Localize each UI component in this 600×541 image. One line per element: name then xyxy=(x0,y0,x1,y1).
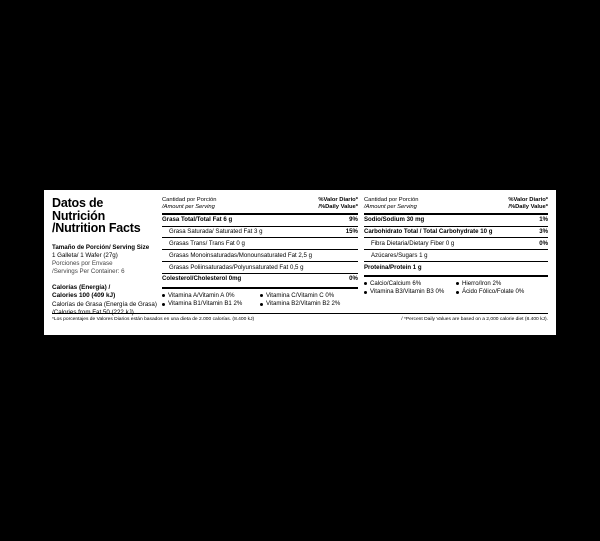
nutrient-amount: 0 g xyxy=(236,239,245,247)
nutrition-facts-label xyxy=(44,190,556,335)
bullet-icon xyxy=(456,282,459,285)
nutrient-dv: 15% xyxy=(345,228,358,236)
right-column-headers xyxy=(364,197,548,213)
left-column-headers xyxy=(162,197,358,213)
nutrient-dv: 0% xyxy=(539,239,548,247)
nutrient-name: Sodio/Sodium xyxy=(363,216,405,224)
nutrient-dv: 1% xyxy=(539,216,548,224)
nutrient-name: Grasa Total/Total Fat xyxy=(162,216,222,224)
bullet-icon xyxy=(162,303,165,306)
amount-per-serving-es: Cantidad por Porción xyxy=(363,197,419,203)
mineral-row xyxy=(364,288,548,297)
nutrient-name: Grasas Monoinsaturadas/Monounsaturated Fat xyxy=(169,251,297,259)
mineral-label: Vitamina B3/Vitamin B3 0% xyxy=(369,288,445,296)
nutrient-dv: 0% xyxy=(349,275,358,283)
nutrient-amount: 1 g xyxy=(419,251,428,259)
servings-per-container-es: Porciones por Envase xyxy=(52,259,113,267)
vitamin-row xyxy=(162,300,358,309)
vitamin-cell xyxy=(162,300,260,309)
nutrient-amount: 10 g xyxy=(480,228,493,236)
amount-per-serving-en: /Amount per Serving xyxy=(162,204,215,211)
table-row xyxy=(364,249,548,261)
calories-from-fat-es: Calorías de Grasa (Energía de Grasa) xyxy=(52,300,157,308)
bullet-icon xyxy=(162,294,165,297)
nutrient-amount: 3 g xyxy=(254,228,263,236)
vitamin-label: Vitamina C/Vitamin C 0% xyxy=(266,291,335,299)
nutrient-name: Grasas Trans/ Trans Fat xyxy=(169,239,235,247)
mineral-cell xyxy=(456,288,548,297)
table-row xyxy=(162,237,358,249)
bullet-icon xyxy=(364,282,367,285)
mineral-label: Hierro/Iron 2% xyxy=(462,279,502,287)
serving-column xyxy=(52,196,162,316)
daily-value-header xyxy=(318,197,358,212)
nutrient-name: Azúcares/Sugars xyxy=(370,251,418,259)
fat-column xyxy=(162,197,364,309)
amount-per-serving-header xyxy=(364,197,418,212)
table-row xyxy=(162,273,358,285)
serving-size-value: 1 Galleta/ 1 Wafer (27g) xyxy=(52,251,118,259)
carb-column xyxy=(364,197,548,309)
daily-value-header xyxy=(508,197,548,212)
mineral-cell xyxy=(364,280,456,289)
table-row xyxy=(162,226,358,238)
nutrient-amount: 2,5 g xyxy=(298,251,312,259)
table-row xyxy=(364,261,548,273)
page-title xyxy=(52,197,158,235)
nutrient-name: Proteína/Protein xyxy=(363,263,412,271)
vitamin-label: Vitamina B2/Vitamin B2 2% xyxy=(266,300,341,308)
nutrient-amount: 0 g xyxy=(445,239,455,247)
mineral-label: Calcio/Calcium 6% xyxy=(369,279,422,287)
amount-per-serving-en: /Amount per Serving xyxy=(363,204,417,211)
table-row xyxy=(162,249,358,261)
daily-value-es: %Valor Diario* xyxy=(508,197,548,203)
nutrient-amount: 1 g xyxy=(412,263,422,271)
vitamin-cell xyxy=(260,292,358,301)
nutrient-name: Carbohidrato Total / Total Carbohydrate xyxy=(363,228,479,236)
calories-heading-es: Calorías (Energía) / xyxy=(52,283,111,291)
daily-value-es: %Valor Diario* xyxy=(318,197,358,203)
nutrient-amount: 0,5 g xyxy=(289,263,304,271)
title-line-es: Datos de Nutrición xyxy=(52,196,106,223)
mineral-row xyxy=(364,280,548,289)
bullet-icon xyxy=(456,291,459,294)
table-row xyxy=(364,226,548,238)
bullet-icon xyxy=(364,291,367,294)
footnote-es: *Los porcentajes de Valores Diarios están basados en una dieta de 2.000 calorías. (8.400 kJ) xyxy=(52,317,255,322)
nutrient-dv: 9% xyxy=(349,216,358,224)
vitamin-label: Vitamina B1/Vitamin B1 2% xyxy=(168,300,243,308)
nutrient-amount: 0mg xyxy=(228,275,242,283)
nutrient-name: Fibra Dietaria/Dietary Fiber xyxy=(370,239,445,247)
table-row xyxy=(364,237,548,249)
calories-from-fat-en: /Calories from Fat 50 (222 kJ) xyxy=(52,308,134,316)
table-row xyxy=(364,215,548,226)
nutrient-amount: 30 mg xyxy=(406,216,425,224)
vitamin-row xyxy=(162,292,358,301)
calories-heading-en: Calories 100 (409 kJ) xyxy=(52,292,116,300)
amount-per-serving-header xyxy=(162,197,216,212)
daily-value-en: /%Daily Value* xyxy=(508,204,548,211)
footnote-en: / *Percent Daily Values are based on a 2,000 calorie diet (8.400 kJ). xyxy=(401,317,548,322)
mineral-cell xyxy=(364,288,456,297)
daily-value-en: /%Daily Value* xyxy=(318,204,358,211)
bullet-icon xyxy=(260,303,263,306)
nutrient-name: Grasas Poliinsaturadas/Polyunsaturated Fat xyxy=(169,263,289,271)
nutrient-name: Colesterol/Cholesterol xyxy=(162,275,228,283)
bullet-icon xyxy=(260,294,263,297)
serving-size-heading: Tamaño de Porción/ Serving Size xyxy=(52,243,150,251)
nutrient-amount: 6 g xyxy=(223,216,233,224)
nutrient-dv: 3% xyxy=(539,228,548,236)
table-row xyxy=(162,261,358,273)
vitamins-block xyxy=(162,287,358,309)
label-columns xyxy=(52,196,548,316)
table-row xyxy=(162,215,358,226)
vitamin-cell xyxy=(162,292,260,301)
nutrient-name: Grasa Saturada/ Saturated Fat xyxy=(169,228,253,236)
mineral-cell xyxy=(456,280,548,289)
amount-per-serving-es: Cantidad por Porción xyxy=(162,197,217,203)
servings-per-container-en: /Servings Per Container: 6 xyxy=(52,268,125,276)
minerals-block xyxy=(364,275,548,297)
mineral-label: Ácido Fólico/Folate 0% xyxy=(462,288,525,296)
vitamin-label: Vitamina A/Vitamin A 0% xyxy=(168,291,235,299)
title-line-en: /Nutrition Facts xyxy=(52,221,141,235)
vitamin-cell xyxy=(260,300,358,309)
